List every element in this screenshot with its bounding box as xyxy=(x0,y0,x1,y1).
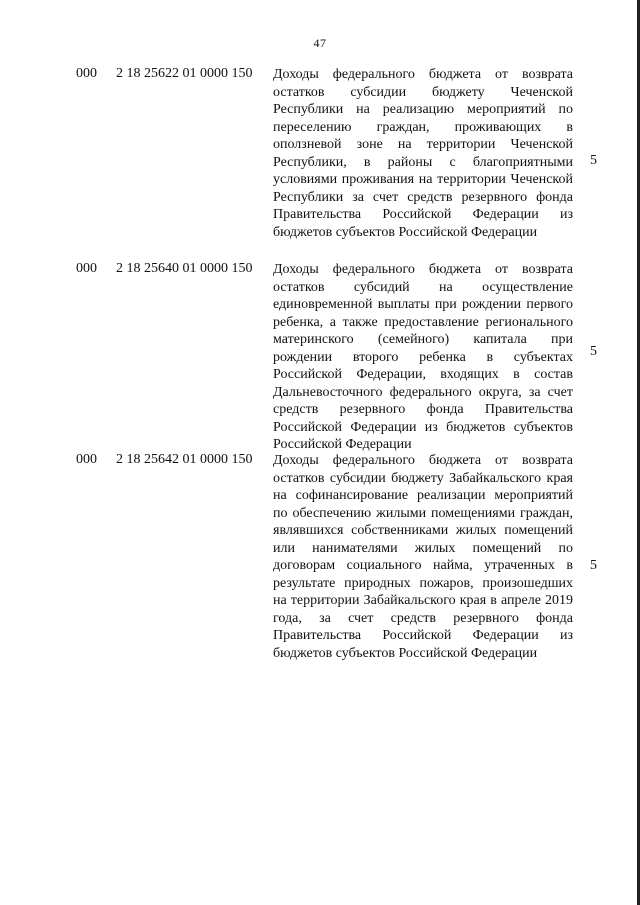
admin-code: 000 xyxy=(76,261,97,276)
admin-code: 000 xyxy=(76,66,97,81)
income-description: Доходы федерального бюджета от возврата остатков субсидии бюджету Забайкальского края на софинансирование реализации мероприятий по обеспечению жилыми помещениями граждан, являвшихся собственниками жилых помещений или нанимателями жилых помещений по договорам социального найма, утраченных в результате природных пожаров, произошедших на территории Забайкальского края в апреле 2019 года, за счет средств резервного фонда Правительства Российской Федерации из бюджетов субъектов Российской Федерации xyxy=(273,453,573,661)
classifier-code: 2 18 25622 01 0000 150 xyxy=(116,66,253,81)
income-description: Доходы федерального бюджета от возврата остатков субсидий на осуществление единовременной выплаты при рождении первого ребенка, а также предоставление регионального материнского (семейного) капитала при рождении второго ребенка в субъектах Российской Федерации, входящих в состав Дальневосточного федерального округа, за счет средств резервного фонда Правительства Российской Федерации из бюджетов субъектов Российской Федерации xyxy=(273,262,573,452)
amount-value: 5 xyxy=(590,153,597,168)
amount-value: 5 xyxy=(590,344,597,359)
classifier-code: 2 18 25640 01 0000 150 xyxy=(116,261,253,276)
amount-value: 5 xyxy=(590,558,597,573)
income-description: Доходы федерального бюджета от возврата остатков субсидии бюджету Чеченской Республики на реализацию мероприятий по переселению граждан, проживающих в оползневой зоне на территории Чеченской Республики, в районы с благоприятными условиями проживания на территории Чеченской Республики за счет средств резервного фонда Правительства Российской Федерации из бюджетов субъектов Российской Федерации xyxy=(273,67,573,240)
page-number: 47 xyxy=(313,36,327,50)
admin-code: 000 xyxy=(76,452,97,467)
classifier-code: 2 18 25642 01 0000 150 xyxy=(116,452,253,467)
